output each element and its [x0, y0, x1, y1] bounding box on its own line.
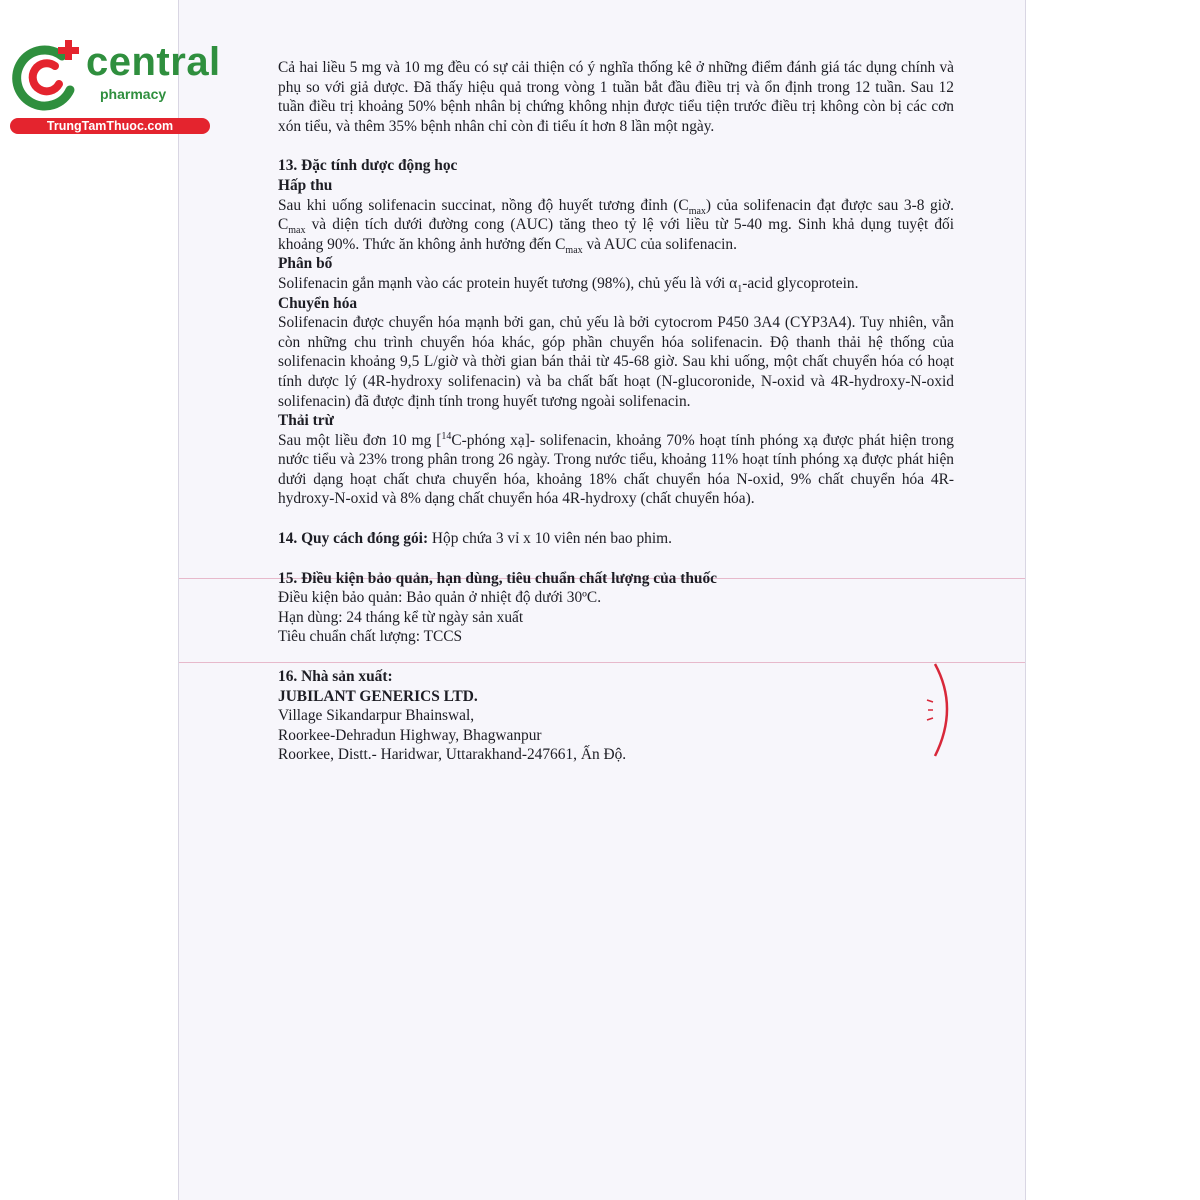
section-14: 14. Quy cách đóng gói: Hộp chứa 3 vỉ x 10 viên nén bao phim. — [278, 530, 672, 548]
manufacturer-address-3: Roorkee, Distt.- Haridwar, Uttarakhand-247661, Ấn Độ. — [278, 746, 627, 764]
manufacturer-address-1: Village Sikandarpur Bhainswal, — [278, 707, 475, 725]
excretion-heading: Thải trừ — [278, 412, 334, 430]
absorption-heading: Hấp thu — [278, 176, 333, 194]
metabolism-heading: Chuyển hóa — [278, 294, 358, 312]
document-text — [278, 58, 954, 765]
distribution-paragraph: Solifenacin gắn mạnh vào các protein huyết tương (98%), chủ yếu là với $\alpha_1$-acid glycoprotein. — [278, 274, 859, 296]
distribution-heading: Phân bố — [278, 255, 333, 273]
section-16-title: 16. Nhà sản xuất: — [278, 668, 393, 686]
logo-subtitle: pharmacy — [100, 86, 167, 102]
central-pharmacy-logo — [10, 38, 221, 138]
storage-line: Điều kiện bảo quản: Bảo quản ở nhiệt độ dưới 30ºC. — [278, 589, 602, 607]
section-13-title: 13. Đặc tính dược động học — [278, 157, 458, 175]
quality-standard-line: Tiêu chuẩn chất lượng: TCCS — [278, 628, 463, 646]
excretion-paragraph: Sau một liều đơn 10 mg [$^{14}$C-phóng xạ]- solifenacin, khoảng 70% hoạt tính phóng xạ được phát hiện trong nước tiểu và 23% trong phân trong 26 ngày. Trong nước tiểu, khoảng 11% hoạt tính phóng xạ được phát hiện dưới dạng hoạt chất chưa chuyển hóa, khoảng 18% chất chuyển hóa N-oxid, 9% chất chuyển hóa 4R-hydroxy-N-oxid và 8% dạng chất chuyển hóa 4R-hydroxy (chất chuyển hóa). — [278, 430, 954, 508]
red-stamp-mark — [925, 660, 960, 760]
logo-website: TrungTamThuoc.com — [10, 118, 210, 134]
absorption-paragraph: Sau khi uống solifenacin succinat, nồng độ huyết tương đỉnh $(C_{max})$ của solifenacin đạt được sau 3-8 giờ. $C_{max}$ và diện tích dưới đường cong (AUC) tăng theo tỷ lệ với liều từ 5-40 mg. Sinh khả dụng tuyệt đối khoảng 90%. Thức ăn không ảnh hưởng đến $C_{max}$ và AUC của solifenacin. — [278, 196, 954, 256]
logo-name: central — [86, 40, 221, 84]
manufacturer-address-2: Roorkee-Dehradun Highway, Bhagwanpur — [278, 726, 542, 744]
intro-paragraph: Cả hai liều 5 mg và 10 mg đều có sự cải thiện có ý nghĩa thống kê ở những điểm đánh giá tác dụng chính và phụ so với giả dược. Đã thấy hiệu quả trong vòng 1 tuần bắt đầu điều trị và ổn định trong 12 tuần. Sau 12 tuần điều trị khoảng 50% bệnh nhân bị chứng không nhịn được tiểu tiện trước điều trị không còn bị các cơn xón tiểu, và thêm 35% bệnh nhân chỉ còn đi tiểu ít hơn 8 lần một ngày. — [278, 59, 954, 135]
section-15-title: 15. Điều kiện bảo quản, hạn dùng, tiêu chuẩn chất lượng của thuốc — [278, 569, 717, 587]
pharmacy-cross-icon — [10, 38, 86, 116]
metabolism-paragraph: Solifenacin được chuyển hóa mạnh bởi gan, chủ yếu là bởi cytocrom P450 3A4 (CYP3A4). Tuy nhiên, vẫn còn những chu trình chuyển hóa khác, góp phần chuyển hóa solifenacin. Độ thanh thải hệ thống của solifenacin khoảng 9,5 L/giờ và thời gian bán thải từ 45-68 giờ. Sau khi uống, một chất chuyển hóa có hoạt tính dược lý (4R-hydroxy solifenacin) và ba chất bất hoạt (N-glucoronide, N-oxid và 4R-hydroxy-N-oxid solifenacin) đã được định tính trong huyết tương ngoài solifenacin. — [278, 314, 954, 410]
shelf-life-line: Hạn dùng: 24 tháng kể từ ngày sản xuất — [278, 608, 524, 626]
manufacturer-name: JUBILANT GENERICS LTD. — [278, 687, 478, 705]
